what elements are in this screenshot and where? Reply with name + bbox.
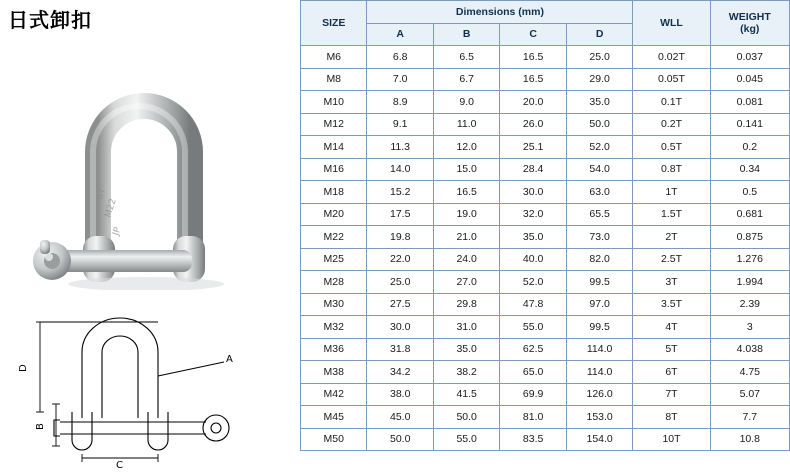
table-row <box>301 68 790 91</box>
cell-a: 7.0 <box>367 68 433 91</box>
svg-text:6T: 6T <box>95 187 109 201</box>
specification-table <box>300 0 790 451</box>
cell-weight: 10.8 <box>710 428 789 451</box>
header-size: SIZE <box>301 1 367 46</box>
cell-wll: 3.5T <box>633 293 710 316</box>
table-head <box>301 1 790 46</box>
cell-size: M38 <box>301 361 367 384</box>
table-row <box>301 293 790 316</box>
cell-c: 16.5 <box>500 68 566 91</box>
spec-table-container <box>300 0 790 474</box>
cell-b: 31.0 <box>433 316 499 339</box>
cell-b: 6.7 <box>433 68 499 91</box>
header-weight-line1: WEIGHT <box>728 11 771 23</box>
cell-c: 25.1 <box>500 136 566 159</box>
cell-d: 65.5 <box>566 203 633 226</box>
cell-size: M28 <box>301 271 367 294</box>
dee-shackle-photo-svg <box>6 40 294 290</box>
cell-d: 97.0 <box>566 293 633 316</box>
cell-a: 38.0 <box>367 383 433 406</box>
header-wll: WLL <box>633 1 710 46</box>
table-row <box>301 226 790 249</box>
cell-wll: 0.05T <box>633 68 710 91</box>
dimension-labels <box>18 354 233 468</box>
cell-wll: 8T <box>633 406 710 429</box>
cell-a: 15.2 <box>367 181 433 204</box>
cell-size: M14 <box>301 136 367 159</box>
product-photo <box>6 40 294 290</box>
cell-b: 29.8 <box>433 293 499 316</box>
cell-wll: 5T <box>633 338 710 361</box>
cell-c: 55.0 <box>500 316 566 339</box>
cell-a: 31.8 <box>367 338 433 361</box>
cell-a: 19.8 <box>367 226 433 249</box>
cell-weight: 4.038 <box>710 338 789 361</box>
cell-weight: 1.994 <box>710 271 789 294</box>
cell-d: 82.0 <box>566 248 633 271</box>
dee-shackle-line-drawing <box>10 300 290 468</box>
cell-d: 99.5 <box>566 271 633 294</box>
cell-b: 9.0 <box>433 91 499 114</box>
cell-d: 114.0 <box>566 338 633 361</box>
cell-c: 30.0 <box>500 181 566 204</box>
cell-a: 27.5 <box>367 293 433 316</box>
table-body <box>301 46 790 451</box>
cell-weight: 0.037 <box>710 46 789 69</box>
cell-weight: 0.081 <box>710 91 789 114</box>
cell-c: 28.4 <box>500 158 566 181</box>
svg-text:M22: M22 <box>103 197 119 219</box>
cell-a: 8.9 <box>367 91 433 114</box>
cell-c: 62.5 <box>500 338 566 361</box>
label-c: C <box>116 460 123 468</box>
cell-c: 65.0 <box>500 361 566 384</box>
table-row <box>301 113 790 136</box>
cell-d: 25.0 <box>566 46 633 69</box>
cell-size: M6 <box>301 46 367 69</box>
cell-weight: 4.75 <box>710 361 789 384</box>
cell-d: 50.0 <box>566 113 633 136</box>
cell-size: M42 <box>301 383 367 406</box>
cell-d: 126.0 <box>566 383 633 406</box>
cell-b: 15.0 <box>433 158 499 181</box>
cell-a: 11.3 <box>367 136 433 159</box>
cell-b: 55.0 <box>433 428 499 451</box>
cell-size: M10 <box>301 91 367 114</box>
cell-wll: 4T <box>633 316 710 339</box>
cell-wll: 0.02T <box>633 46 710 69</box>
cell-d: 153.0 <box>566 406 633 429</box>
header-weight <box>710 1 789 46</box>
cell-wll: 0.2T <box>633 113 710 136</box>
cell-d: 99.5 <box>566 316 633 339</box>
header-dim-a: A <box>367 23 433 46</box>
cell-size: M36 <box>301 338 367 361</box>
table-row <box>301 91 790 114</box>
table-row <box>301 316 790 339</box>
cell-size: M45 <box>301 406 367 429</box>
cell-size: M22 <box>301 226 367 249</box>
cell-size: M32 <box>301 316 367 339</box>
cell-weight: 0.5 <box>710 181 789 204</box>
cell-c: 81.0 <box>500 406 566 429</box>
cell-a: 14.0 <box>367 158 433 181</box>
table-row <box>301 136 790 159</box>
cell-wll: 3T <box>633 271 710 294</box>
table-row <box>301 338 790 361</box>
cell-weight: 0.045 <box>710 68 789 91</box>
table-row <box>301 181 790 204</box>
cell-a: 45.0 <box>367 406 433 429</box>
svg-text:JP: JP <box>111 226 124 237</box>
label-b: B <box>35 423 46 430</box>
cell-d: 29.0 <box>566 68 633 91</box>
cell-c: 40.0 <box>500 248 566 271</box>
cell-weight: 7.7 <box>710 406 789 429</box>
cell-size: M50 <box>301 428 367 451</box>
header-dim-b: B <box>433 23 499 46</box>
table-row <box>301 406 790 429</box>
page-title: 日式卸扣 <box>8 8 92 32</box>
header-weight-line2: (kg) <box>740 23 760 35</box>
technical-drawing <box>10 300 290 468</box>
cell-c: 20.0 <box>500 91 566 114</box>
cell-size: M20 <box>301 203 367 226</box>
cell-wll: 1.5T <box>633 203 710 226</box>
cell-c: 35.0 <box>500 226 566 249</box>
cell-weight: 5.07 <box>710 383 789 406</box>
dimension-lines <box>36 322 158 462</box>
table-row <box>301 248 790 271</box>
cell-a: 9.1 <box>367 113 433 136</box>
cell-wll: 10T <box>633 428 710 451</box>
cell-a: 25.0 <box>367 271 433 294</box>
cell-weight: 0.681 <box>710 203 789 226</box>
table-row <box>301 158 790 181</box>
left-panel <box>0 0 300 474</box>
cell-size: M12 <box>301 113 367 136</box>
table-row <box>301 428 790 451</box>
cell-weight: 3 <box>710 316 789 339</box>
cell-size: M30 <box>301 293 367 316</box>
cell-c: 47.8 <box>500 293 566 316</box>
cell-d: 63.0 <box>566 181 633 204</box>
cell-a: 30.0 <box>367 316 433 339</box>
cell-b: 35.0 <box>433 338 499 361</box>
cell-weight: 0.2 <box>710 136 789 159</box>
cell-wll: 1T <box>633 181 710 204</box>
cell-wll: 2.5T <box>633 248 710 271</box>
table-row <box>301 203 790 226</box>
cell-c: 32.0 <box>500 203 566 226</box>
cell-wll: 0.8T <box>633 158 710 181</box>
cell-a: 17.5 <box>367 203 433 226</box>
cell-size: M8 <box>301 68 367 91</box>
cell-weight: 1.276 <box>710 248 789 271</box>
cell-d: 154.0 <box>566 428 633 451</box>
cell-size: M16 <box>301 158 367 181</box>
cell-a: 50.0 <box>367 428 433 451</box>
cell-d: 52.0 <box>566 136 633 159</box>
table-header-row-1 <box>301 1 790 24</box>
cell-weight: 0.34 <box>710 158 789 181</box>
cell-d: 114.0 <box>566 361 633 384</box>
cell-b: 27.0 <box>433 271 499 294</box>
label-d: D <box>18 364 29 372</box>
cell-c: 16.5 <box>500 46 566 69</box>
cell-c: 26.0 <box>500 113 566 136</box>
table-row <box>301 46 790 69</box>
cell-wll: 0.1T <box>633 91 710 114</box>
cell-size: M18 <box>301 181 367 204</box>
cell-b: 38.2 <box>433 361 499 384</box>
cell-wll: 7T <box>633 383 710 406</box>
cell-c: 69.9 <box>500 383 566 406</box>
cell-b: 11.0 <box>433 113 499 136</box>
table-row <box>301 383 790 406</box>
label-a: A <box>226 354 233 365</box>
cell-c: 83.5 <box>500 428 566 451</box>
cell-b: 19.0 <box>433 203 499 226</box>
cell-wll: 0.5T <box>633 136 710 159</box>
header-dimensions-group: Dimensions (mm) <box>367 1 633 24</box>
header-dim-c: C <box>500 23 566 46</box>
cell-a: 22.0 <box>367 248 433 271</box>
header-dim-d: D <box>566 23 633 46</box>
cell-weight: 0.141 <box>710 113 789 136</box>
cell-weight: 2.39 <box>710 293 789 316</box>
cell-b: 6.5 <box>433 46 499 69</box>
cell-d: 35.0 <box>566 91 633 114</box>
cell-b: 12.0 <box>433 136 499 159</box>
cell-d: 73.0 <box>566 226 633 249</box>
cell-d: 54.0 <box>566 158 633 181</box>
table-row <box>301 271 790 294</box>
cell-b: 24.0 <box>433 248 499 271</box>
cell-a: 34.2 <box>367 361 433 384</box>
cell-wll: 2T <box>633 226 710 249</box>
cell-b: 16.5 <box>433 181 499 204</box>
cell-b: 50.0 <box>433 406 499 429</box>
cell-c: 52.0 <box>500 271 566 294</box>
cell-a: 6.8 <box>367 46 433 69</box>
table-row <box>301 361 790 384</box>
cell-b: 41.5 <box>433 383 499 406</box>
cell-size: M25 <box>301 248 367 271</box>
cell-wll: 6T <box>633 361 710 384</box>
cell-weight: 0.875 <box>710 226 789 249</box>
cell-b: 21.0 <box>433 226 499 249</box>
